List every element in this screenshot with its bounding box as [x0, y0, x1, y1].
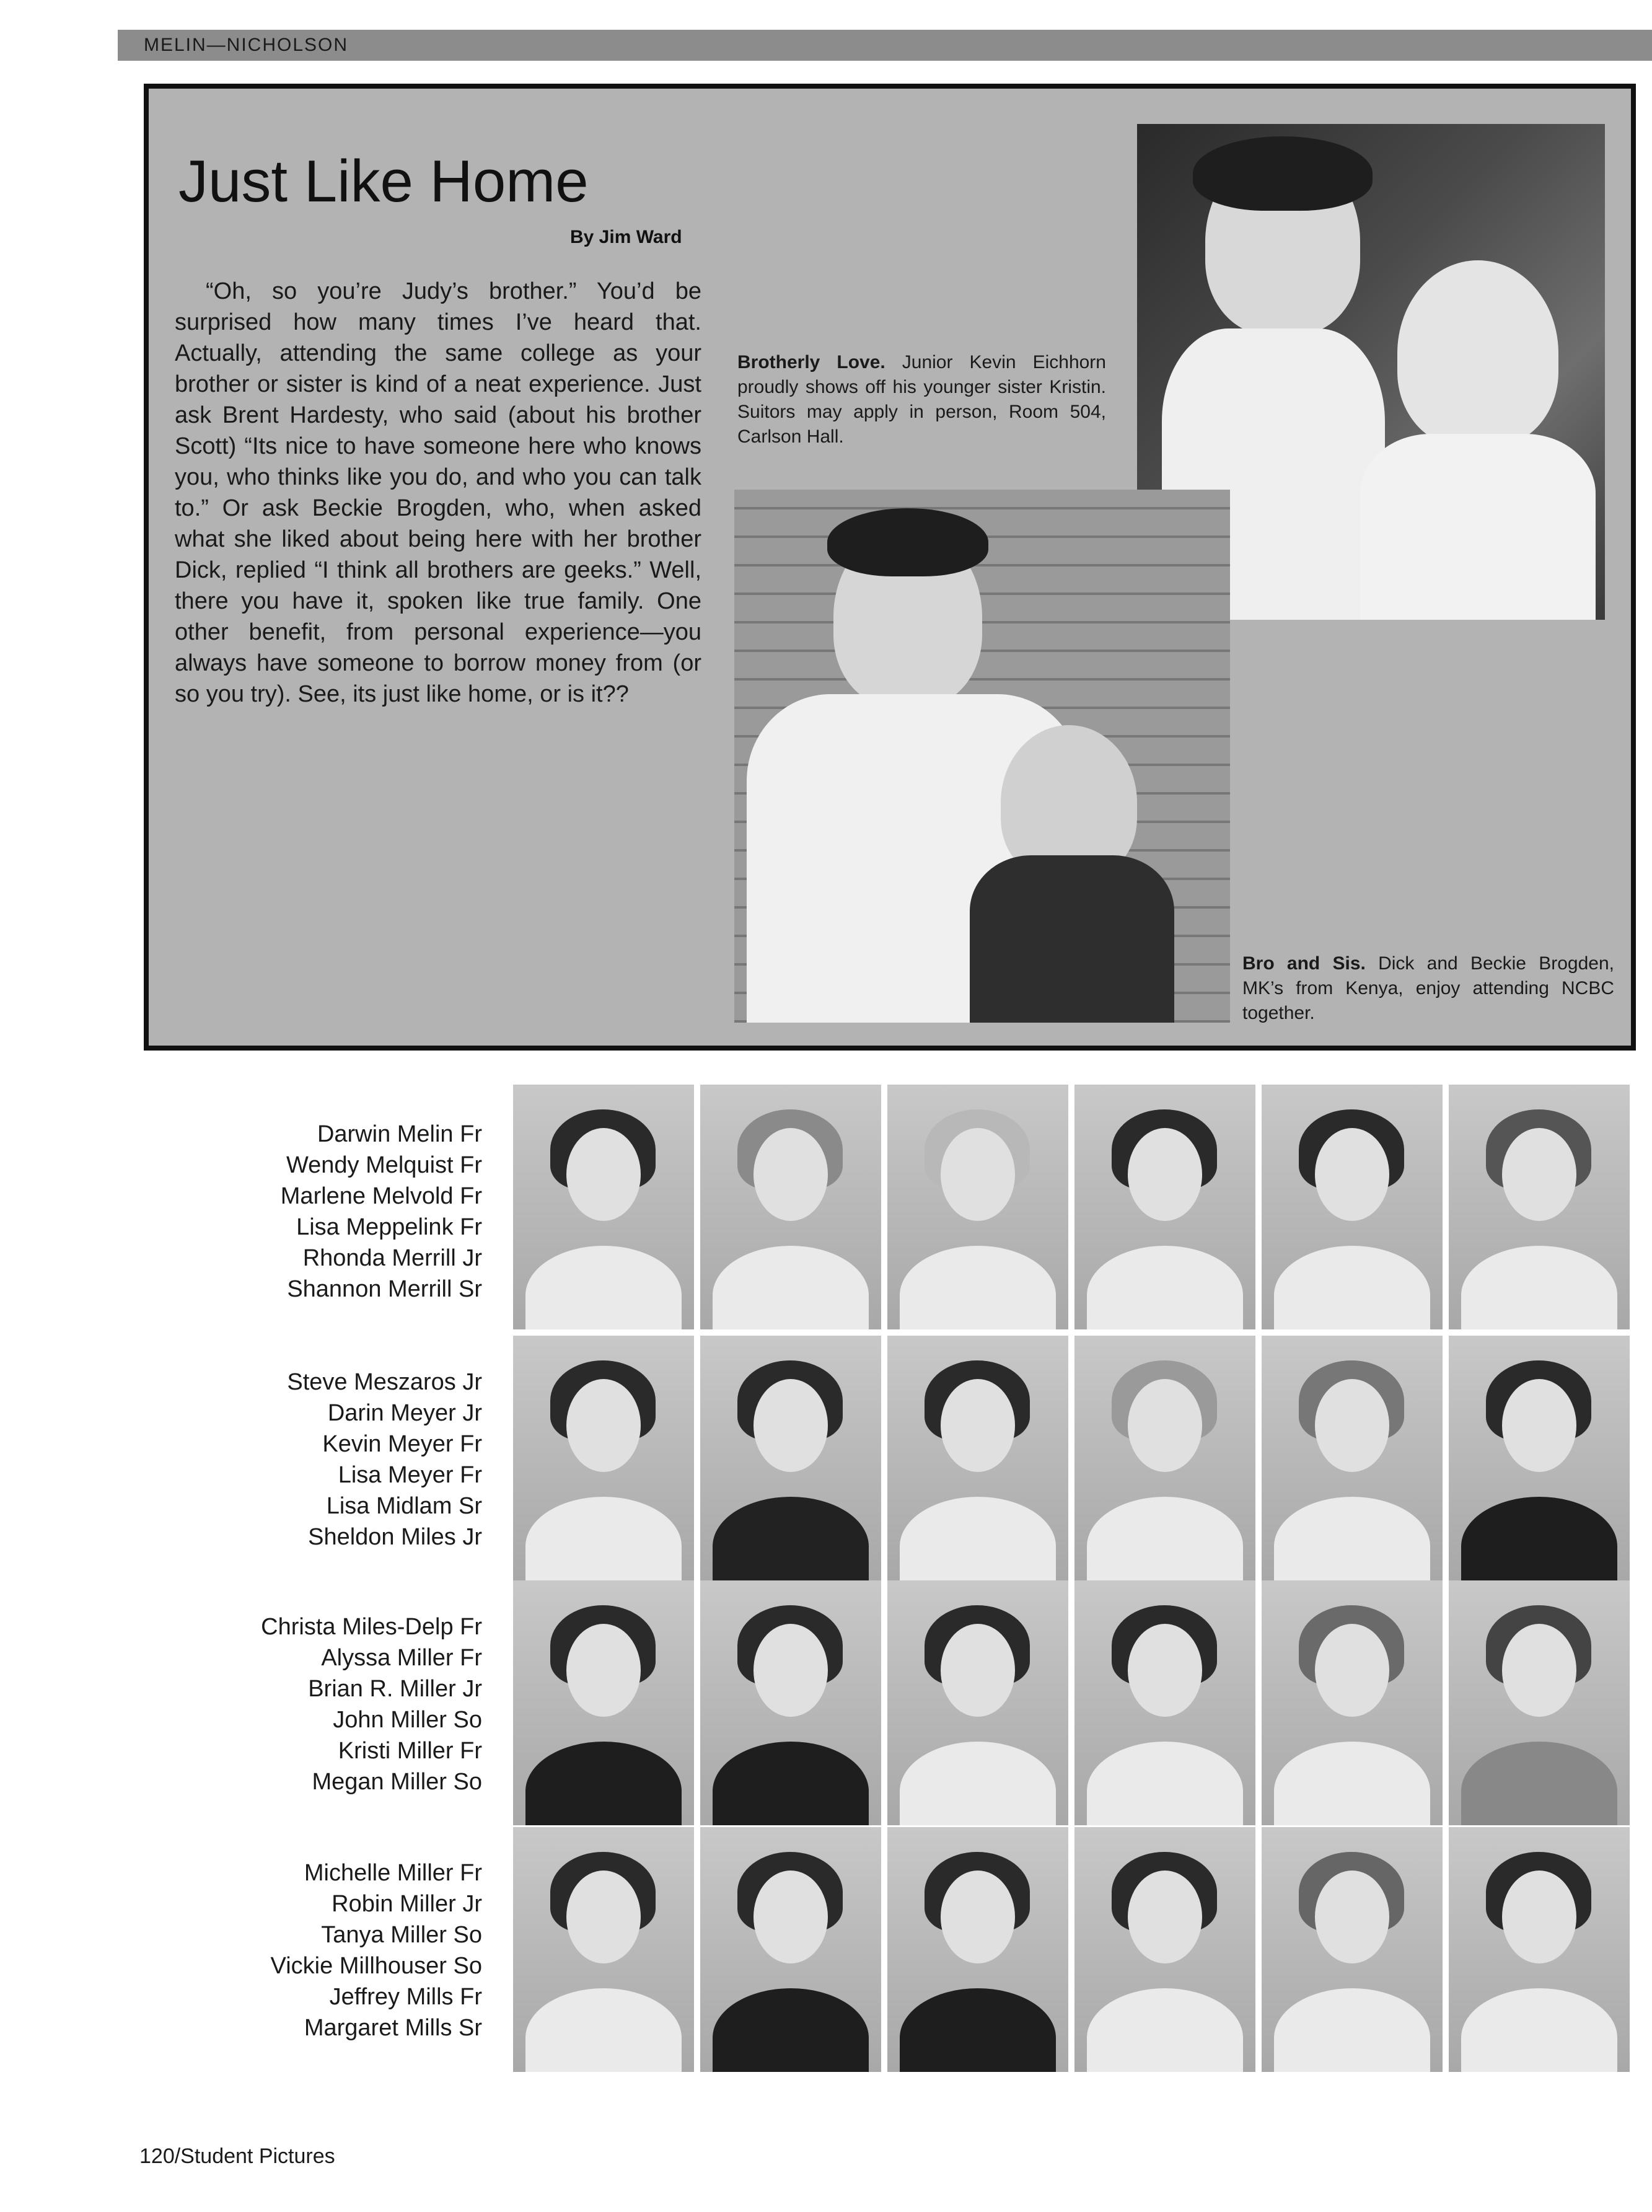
- caption-lead: Brotherly Love.: [737, 352, 885, 372]
- student-name: Brian R. Miller Jr: [308, 1676, 482, 1702]
- photo-figure: [827, 508, 988, 576]
- student-portrait: [700, 1580, 881, 1825]
- student-name: Michelle Miller Fr: [304, 1860, 482, 1886]
- article-byline: By Jim Ward: [570, 227, 682, 247]
- portrait-row: [513, 1580, 1628, 1825]
- student-name: Marlene Melvold Fr: [280, 1183, 482, 1209]
- student-portrait: [1449, 1085, 1630, 1329]
- student-name: Megan Miller So: [312, 1769, 482, 1795]
- section-header: MELIN—NICHOLSON: [144, 35, 349, 55]
- student-portrait: [1262, 1336, 1443, 1580]
- student-name: John Miller So: [333, 1707, 482, 1733]
- student-name: Lisa Midlam Sr: [326, 1493, 482, 1519]
- student-name: Lisa Meppelink Fr: [296, 1214, 482, 1240]
- student-name: Rhonda Merrill Jr: [302, 1245, 482, 1271]
- student-portrait: [887, 1827, 1068, 2072]
- student-portrait: [700, 1827, 881, 2072]
- student-portrait: [1449, 1336, 1630, 1580]
- roster-names: [186, 1119, 482, 1305]
- roster-names: [186, 1367, 482, 1553]
- student-name: Robin Miller Jr: [332, 1891, 482, 1917]
- article-title: Just Like Home: [178, 148, 589, 214]
- student-portrait: [1262, 1580, 1443, 1825]
- student-name: Darin Meyer Jr: [327, 1400, 482, 1426]
- student-portrait: [513, 1827, 694, 2072]
- student-portrait: [1262, 1085, 1443, 1329]
- student-portrait: [887, 1085, 1068, 1329]
- photo-caption: [1242, 951, 1614, 1026]
- student-name: Darwin Melin Fr: [317, 1121, 482, 1147]
- student-name: Margaret Mills Sr: [304, 2015, 482, 2041]
- student-portrait: [513, 1336, 694, 1580]
- photo-bro-and-sis: [734, 490, 1230, 1023]
- student-portrait: [1262, 1827, 1443, 2072]
- student-portrait: [700, 1336, 881, 1580]
- student-name: Wendy Melquist Fr: [286, 1152, 482, 1178]
- portrait-row: [513, 1336, 1628, 1580]
- student-portrait: [887, 1580, 1068, 1825]
- student-name: Christa Miles-Delp Fr: [261, 1614, 482, 1640]
- portrait-row: [513, 1085, 1628, 1329]
- student-name: Kristi Miller Fr: [338, 1738, 482, 1764]
- photo-figure: [1397, 260, 1558, 446]
- student-name: Kevin Meyer Fr: [322, 1431, 482, 1457]
- caption-lead: Bro and Sis.: [1242, 953, 1366, 974]
- student-name: Jeffrey Mills Fr: [329, 1984, 482, 2010]
- student-name: Shannon Merrill Sr: [287, 1276, 482, 1302]
- student-portrait: [1074, 1085, 1255, 1329]
- portrait-row: [513, 1827, 1628, 2072]
- roster-names: [186, 1857, 482, 2043]
- student-portrait: [1449, 1580, 1630, 1825]
- page-footer: 120/Student Pictures: [139, 2144, 335, 2168]
- photo-caption: [737, 350, 1106, 449]
- photo-figure: [1360, 434, 1596, 620]
- student-portrait: [1074, 1336, 1255, 1580]
- caption-text: Dick and Beckie Brogden, MK’s from Kenya, enjoy attending NCBC together.: [1242, 953, 1614, 1023]
- photo-figure: [970, 855, 1174, 1023]
- student-portrait: [1449, 1827, 1630, 2072]
- student-name: Vickie Millhouser So: [270, 1953, 482, 1979]
- roster-names: [186, 1611, 482, 1797]
- student-portrait: [1074, 1580, 1255, 1825]
- photo-figure: [1193, 136, 1373, 211]
- student-name: Sheldon Miles Jr: [308, 1524, 482, 1550]
- student-portrait: [513, 1580, 694, 1825]
- student-name: Tanya Miller So: [321, 1922, 482, 1948]
- caption-text: Junior Kevin Eichhorn proudly shows off his younger sister Kristin. Suitors may apply in person, Room 504, Carlson Hall.: [737, 352, 1106, 447]
- student-portrait: [887, 1336, 1068, 1580]
- student-portrait: [700, 1085, 881, 1329]
- student-name: Alyssa Miller Fr: [321, 1645, 482, 1671]
- student-name: Steve Meszaros Jr: [287, 1369, 482, 1395]
- article-body: “Oh, so you’re Judy’s brother.” You’d be surprised how many times I’ve heard that. Actually, attending the same college as your brother or sister is kind of a neat experience. Just ask Brent Hardesty, who said (about his brother Scott) “Its nice to have someone here who knows you, who thinks like you do, and who you can talk to.” Or ask Beckie Brogden, who, when asked what she liked about being here with her brother Dick, replied “I think all brothers are geeks.” Well, there you have it, spoken like true family. One other benefit, from personal experience—you always have someone to borrow money from (or so you try). See, its just like home, or is it??: [175, 278, 701, 707]
- student-name: Lisa Meyer Fr: [338, 1462, 482, 1488]
- student-portrait: [1074, 1827, 1255, 2072]
- student-portrait: [513, 1085, 694, 1329]
